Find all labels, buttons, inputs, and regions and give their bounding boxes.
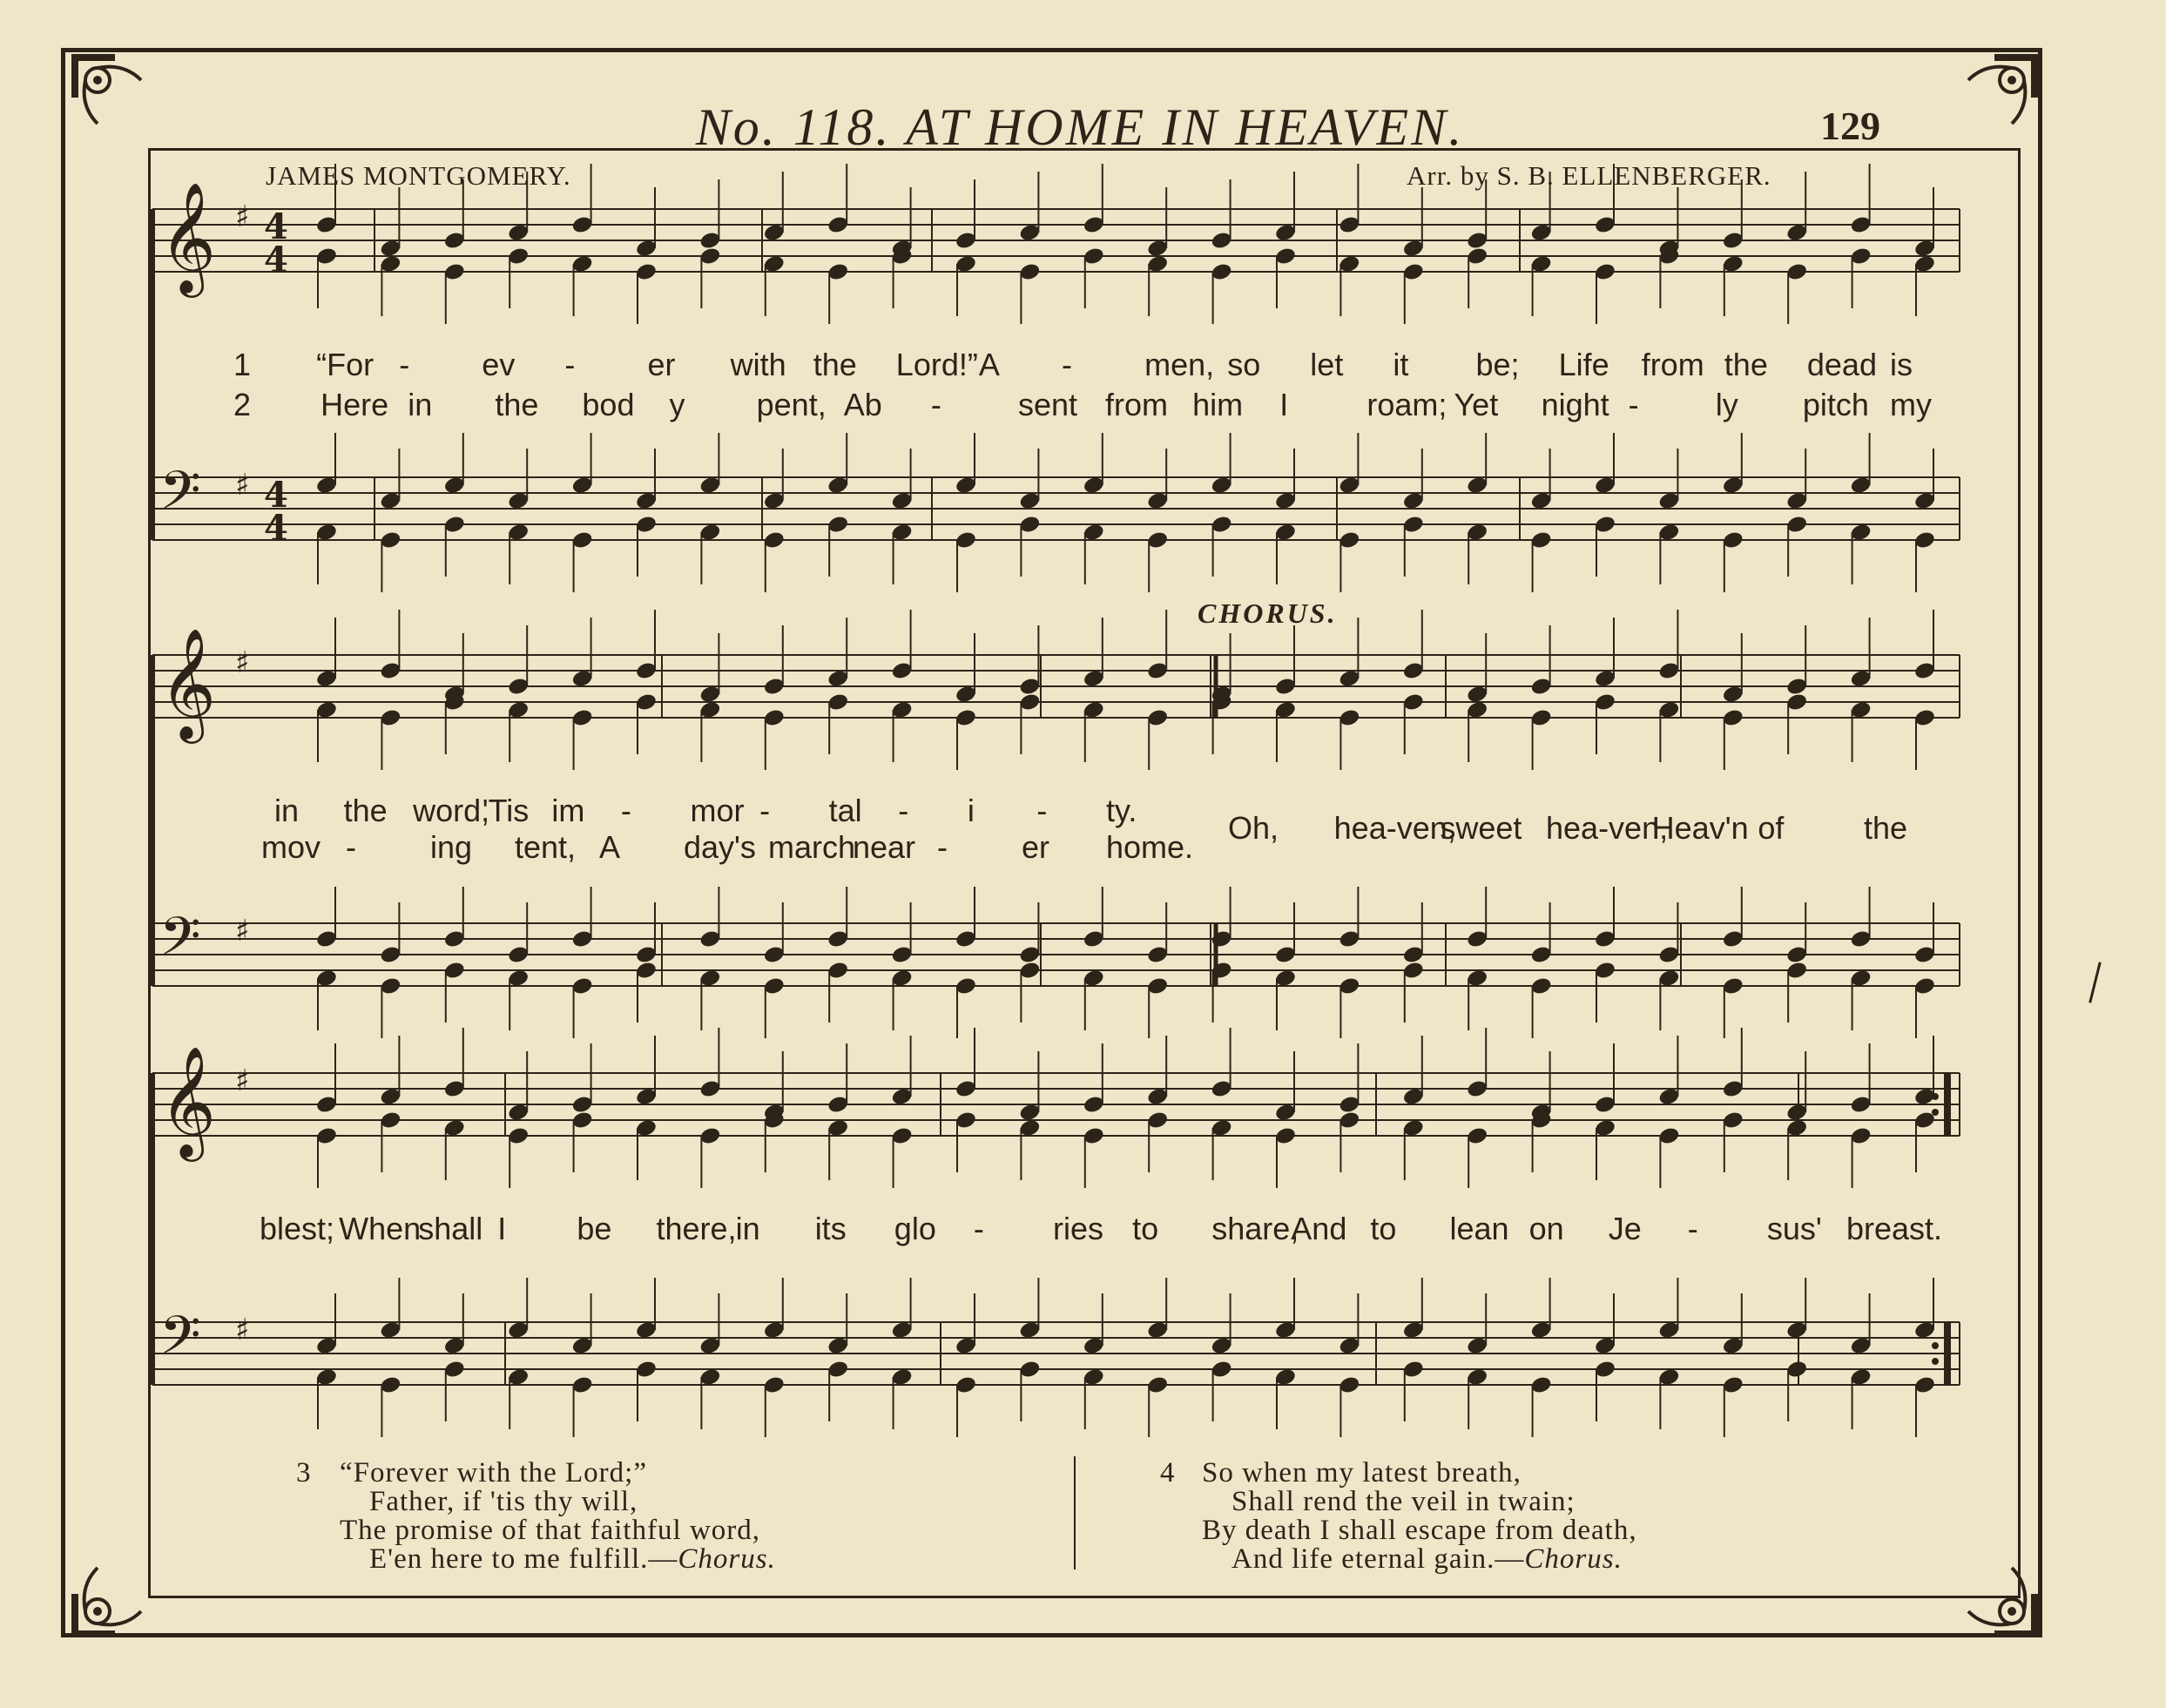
sharp-key-signature-icon: ♯ <box>235 645 250 680</box>
chorus-lyric: of <box>1758 810 1785 846</box>
time-signature-top: 4 <box>264 206 288 247</box>
chorus-lyric: share, <box>1211 1211 1299 1246</box>
verse-1-lyric: is <box>1890 347 1913 382</box>
chorus-lyric: lean <box>1449 1211 1509 1246</box>
stanza-line-text: E'en here to me fulfill.— <box>369 1543 678 1575</box>
verse-2-lyric: sent <box>1017 387 1077 422</box>
verse-1-lyric: the <box>813 347 857 382</box>
verse-1-lyric: men, <box>1144 347 1215 382</box>
chorus-lyric: And <box>1291 1211 1347 1246</box>
bass-clef-icon: 𝄢 <box>159 906 201 981</box>
verse-1-lyric: be; <box>1475 347 1520 382</box>
time-signature-bottom: 4 <box>264 240 288 280</box>
verse-1-lyric: i <box>967 793 975 828</box>
verse-2-lyric: from <box>1105 387 1169 422</box>
verse-1-lyric: in <box>274 793 300 828</box>
chorus-lyric: When <box>339 1211 422 1246</box>
page-number: 129 <box>1820 104 1880 148</box>
verse-1-lyric: - <box>1036 793 1048 828</box>
verse-1-lyric: - <box>620 793 631 828</box>
verse-2-lyric: - <box>937 829 948 865</box>
verse-1-lyric: tal <box>828 793 862 828</box>
stanza-3 <box>296 1457 776 1575</box>
sharp-key-signature-icon: ♯ <box>235 1313 250 1347</box>
verse-1-lyric: - <box>399 347 410 382</box>
chorus-label: CHORUS. <box>1198 597 1338 629</box>
verse-1-lyric: so <box>1227 347 1261 382</box>
verse-2-lyric: pent, <box>756 387 827 422</box>
verse-1-lyric: Lord!” <box>895 347 978 382</box>
chorus-lyric: I <box>497 1211 507 1246</box>
stanza-line: Shall rend the veil in twain; <box>1231 1486 1576 1517</box>
chorus-lyric: its <box>814 1211 847 1246</box>
verse-1-lyric: let <box>1310 347 1344 382</box>
chorus-lyric: sus' <box>1766 1211 1822 1246</box>
verse-2-lyric: - <box>1628 387 1639 422</box>
verse-2-lyric: I <box>1279 387 1289 422</box>
verse-2-lyric: y <box>669 387 685 422</box>
verse-1-lyric: Life <box>1558 347 1609 382</box>
verse-2-lyric: day's <box>684 829 756 865</box>
verse-2-lyric: Here <box>321 387 389 422</box>
verse-1-lyric: mor <box>690 793 745 828</box>
verse-2-lyric: ing <box>430 829 473 865</box>
stanza-line-text: And life eternal gain.— <box>1231 1543 1525 1575</box>
time-signature-top: 4 <box>264 475 288 516</box>
verse-2-lyric: Ab <box>843 387 882 422</box>
verse-1-lyric: er <box>647 347 676 382</box>
verse-2-lyric: the <box>495 387 539 422</box>
verse-2-lyric: tent, <box>515 829 577 865</box>
chorus-lyric: the <box>1864 810 1908 846</box>
verse-2-lyric: him <box>1192 387 1244 422</box>
verse-2-lyric: march <box>768 829 856 865</box>
verse-2-lyric: home. <box>1106 829 1194 865</box>
chorus-lyric: on <box>1528 1211 1564 1246</box>
verse-1-lyric: - <box>1062 347 1072 382</box>
treble-clef-icon: 𝄞 <box>159 627 217 739</box>
sharp-key-signature-icon: ♯ <box>235 468 250 503</box>
bass-clef-icon: 𝄢 <box>159 460 201 535</box>
stanza-line <box>340 1545 776 1574</box>
time-signature-bottom: 4 <box>264 508 288 549</box>
verse-2-lyric: A <box>599 829 621 865</box>
verse-2-lyric: my <box>1890 387 1932 422</box>
verse-2-lyric: er <box>1022 829 1050 865</box>
verse-2-lyric: 2 <box>233 387 252 422</box>
chorus-lyric: Heav'n <box>1651 810 1749 846</box>
bass-clef-icon: 𝄢 <box>159 1305 201 1380</box>
repeat-dot <box>1932 1109 1939 1116</box>
verse-1-lyric: ty. <box>1106 793 1137 828</box>
verse-2-lyric: in <box>408 387 433 422</box>
chorus-lyric: in <box>735 1211 760 1246</box>
stanza-number: 3 <box>296 1457 312 1489</box>
treble-clef-icon: 𝄞 <box>159 181 217 293</box>
sharp-key-signature-icon: ♯ <box>235 199 250 234</box>
verse-2-lyric: roam; <box>1366 387 1447 422</box>
verse-1-lyric: - <box>564 347 576 382</box>
chorus-lyric: hea-ven, <box>1546 810 1669 846</box>
chorus-lyric: - <box>1687 1211 1698 1246</box>
author-credit: JAMES MONTGOMERY. <box>266 160 571 191</box>
verse-1-lyric: with <box>730 347 786 382</box>
hymn-title: No. 118. AT HOME IN HEAVEN. <box>695 98 1465 156</box>
verse-1-lyric: from <box>1641 347 1704 382</box>
verse-2-lyric: - <box>930 387 941 422</box>
stanza-divider <box>1074 1456 1076 1570</box>
verse-1-lyric: “For <box>316 347 374 382</box>
stanza-4 <box>1160 1457 1637 1575</box>
verse-1-lyric: the <box>343 793 388 828</box>
chorus-lyric: glo <box>894 1211 936 1246</box>
stanza-line: Father, if 'tis thy will, <box>369 1486 638 1517</box>
verse-2-lyric: - <box>346 829 356 865</box>
chorus-lyric: Oh, <box>1228 810 1279 846</box>
verse-1-lyric: A <box>978 347 1000 382</box>
chorus-lyric: to <box>1370 1211 1397 1246</box>
repeat-dot <box>1932 1358 1939 1365</box>
sharp-key-signature-icon: ♯ <box>235 914 250 949</box>
arranger-credit: Arr. by S. B. ELLENBERGER. <box>1407 160 1771 191</box>
chorus-lyric: blest; <box>260 1211 335 1246</box>
stanza-line: So when my latest breath, <box>1202 1457 1522 1489</box>
refrain-label: Chorus. <box>1524 1543 1623 1575</box>
chorus-lyric: hea-ven, <box>1333 810 1456 846</box>
verse-1-lyric: im <box>551 793 585 828</box>
stanza-line <box>1202 1545 1637 1574</box>
stanza-line: “Forever with the Lord;” <box>340 1457 647 1489</box>
verse-2-lyric: near <box>853 829 916 865</box>
refrain-label: Chorus. <box>678 1543 776 1575</box>
verse-1-lyric: - <box>759 793 771 828</box>
chorus-lyric: Je <box>1608 1211 1642 1246</box>
chorus-lyric: sweet <box>1440 810 1522 846</box>
verse-1-lyric: ev <box>482 347 516 382</box>
stanza-line: By death I shall escape from death, <box>1202 1515 1637 1546</box>
verse-2-lyric: Yet <box>1454 387 1499 422</box>
verse-1-lyric: 'Tis <box>482 793 530 828</box>
verse-2-lyric: bod <box>582 387 635 422</box>
verse-1-lyric: 1 <box>233 347 252 382</box>
sharp-key-signature-icon: ♯ <box>235 1063 250 1098</box>
repeat-dot <box>1932 1342 1939 1349</box>
chorus-lyric: ries <box>1053 1211 1104 1246</box>
verse-2-lyric: pitch <box>1802 387 1869 422</box>
verse-1-lyric: the <box>1724 347 1768 382</box>
stanza-number: 4 <box>1160 1457 1176 1489</box>
stanza-line: The promise of that faithful word, <box>340 1515 761 1546</box>
chorus-lyric: there, <box>656 1211 737 1246</box>
chorus-lyric: - <box>973 1211 984 1246</box>
verse-1-lyric: word, <box>413 793 490 828</box>
verse-2-lyric: night <box>1541 387 1609 422</box>
verse-1-lyric: - <box>898 793 909 828</box>
chorus-lyric: to <box>1132 1211 1159 1246</box>
treble-clef-icon: 𝄞 <box>159 1045 217 1157</box>
verse-1-lyric: it <box>1393 347 1409 382</box>
chorus-lyric: be <box>577 1211 612 1246</box>
verse-2-lyric: mov <box>261 829 321 865</box>
verse-2-lyric: ly <box>1715 387 1738 422</box>
chorus-lyric: breast. <box>1846 1211 1943 1246</box>
chorus-lyric: shall <box>418 1211 483 1246</box>
verse-1-lyric: dead <box>1806 347 1877 382</box>
